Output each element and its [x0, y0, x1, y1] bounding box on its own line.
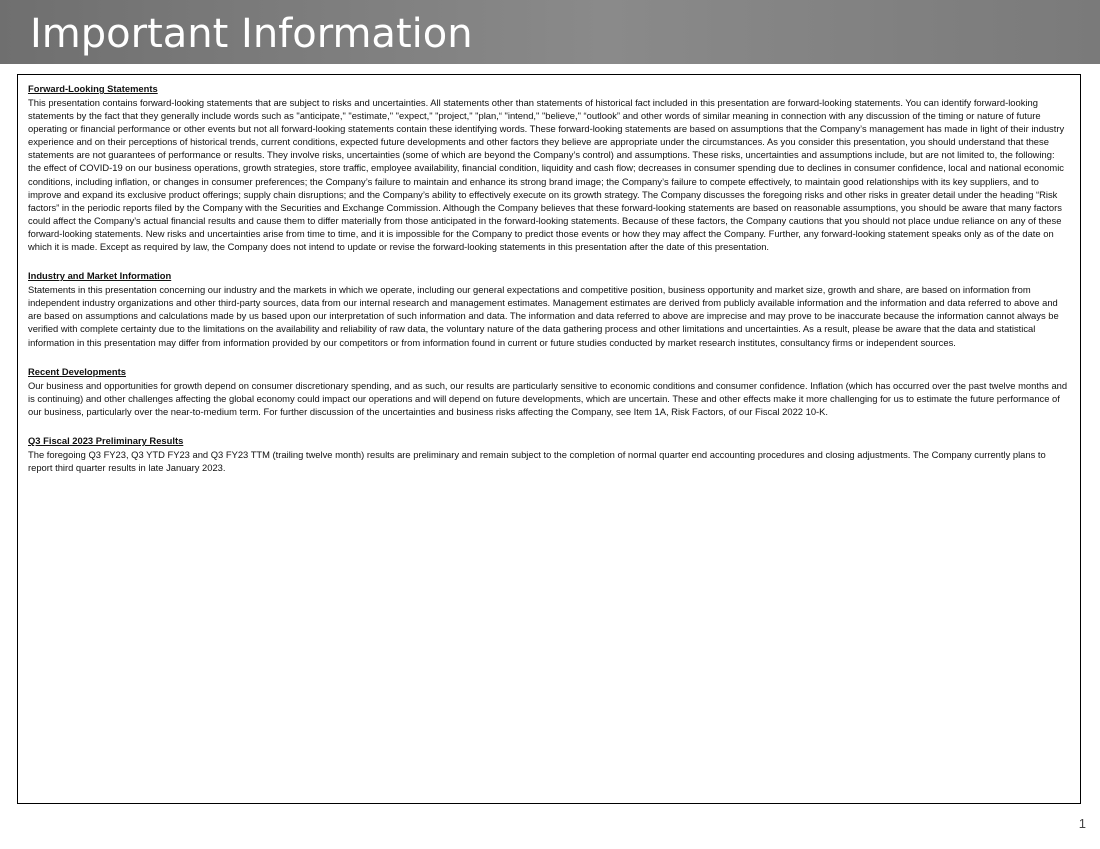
- section-heading: Q3 Fiscal 2023 Preliminary Results: [28, 434, 184, 446]
- section-recent-developments: [28, 365, 1070, 418]
- section-body: This presentation contains forward-looking statements that are subject to risks and uncertainties. All statements other than statements of historical fact included in this presentation are forward-looking statements. You can identify forward-looking statements by the fact that they generally include words such as "anticipate," "estimate," "expect," "project," "plan,“ "intend," "believe," “outlook” and other words of similar meaning in connection with any discussion of the timing or nature of future operating or financial performance or other events but not all forward-looking statements contain these identifying words. These forward-looking statements are based on assumptions that the Company’s management has made in light of their industry experience and on their perceptions of historical trends, current conditions, expected future developments and other factors they believe are appropriate under the circumstances. As you consider this presentation, you should understand that these statements are not guarantees of performance or results. They involve risks, uncertainties (some of which are beyond the Company’s control) and assumptions. These risks, uncertainties and assumptions include, but are not limited to, the following: the effect of COVID-19 on our business operations, growth strategies, store traffic, employee availability, financial condition, liquidity and cash flow; decreases in consumer spending due to declines in consumer confidence, local and national economic conditions, including inflation, or changes in consumer preferences; the Company’s failure to maintain and enhance its strong brand image; the Company’s failure to compete effectively, to maintain good relationships with its key suppliers, and to improve and expand its exclusive product offerings; supply chain disruptions; and the Company’s ability to effectively execute on its growth strategy. The Company discusses the foregoing risks and other risks in greater detail under the heading “Risk factors” in the periodic reports filed by the Company with the Securities and Exchange Commission. Although the Company believes that these forward-looking statements are based on reasonable assumptions, you should be aware that many factors could affect the Company’s actual financial results and cause them to differ materially from those anticipated in the forward-looking statements. Because of these factors, the Company cautions that you should not place undue reliance on any of these forward-looking statements. New risks and uncertainties arise from time to time, and it is impossible for the Company to predict those events or how they may affect the Company. Further, any forward-looking statement speaks only as of the date on which it is made. Except as required by law, the Company does not intend to update or revise the forward-looking statements in this presentation after the date of this presentation.: [28, 97, 1065, 253]
- slide-title: Important Information: [30, 11, 473, 57]
- section-q3-preliminary-results: [28, 434, 1070, 474]
- section-heading: Industry and Market Information: [28, 270, 172, 282]
- section-body: Statements in this presentation concerning our industry and the markets in which we operate, including our general expectations and competitive position, business opportunity and market size, growth and share, are based on information from independent industry organizations and other third-party sources, data from our internal research and management estimates. Management estimates are derived from publicly available information and the information and data referred to above and are based on assumptions and calculations made by us based upon our interpretation of such information and data. The information and data referred to above are imprecise and may prove to be inaccurate because the information cannot always be verified with complete certainty due to the limitations on the availability and reliability of raw data, the voluntary nature of the data gathering process and other limitations and uncertainties. As a result, please be aware that the data and statistical information in this presentation may differ from information provided by our competitors or from information found in current or future studies conducted by market research institutes, consultancy firms or independent sources.: [28, 284, 1059, 348]
- section-body: The foregoing Q3 FY23, Q3 YTD FY23 and Q3 FY23 TTM (trailing twelve month) results are preliminary and remain subject to the completion of normal quarter end accounting procedures and closing adjustments. The Company currently plans to report third quarter results in late January 2023.: [28, 448, 1046, 473]
- section-heading: Forward-Looking Statements: [28, 83, 158, 94]
- title-bar: [0, 0, 1100, 64]
- content-box: [17, 74, 1081, 804]
- section-forward-looking-statements: [28, 82, 1070, 253]
- page-number: 1: [1078, 816, 1086, 831]
- section-heading: Recent Developments: [28, 365, 126, 377]
- section-industry-market-information: [28, 269, 1070, 348]
- section-body: Our business and opportunities for growth depend on consumer discretionary spending, and as such, our results are particularly sensitive to economic conditions and consumer confidence. Inflation (which has occurred over the past twelve months and is continuing) and other challenges affecting the global economy could impact our operations and will depend on future developments, which are uncertain. These and other effects make it more challenging for us to estimate the future performance of our business, particularly over the near-to-medium term. For further discussion of the uncertainties and business risks affecting the Company, see Item 1A, Risk Factors, of our Fiscal 2022 10-K.: [28, 379, 1068, 417]
